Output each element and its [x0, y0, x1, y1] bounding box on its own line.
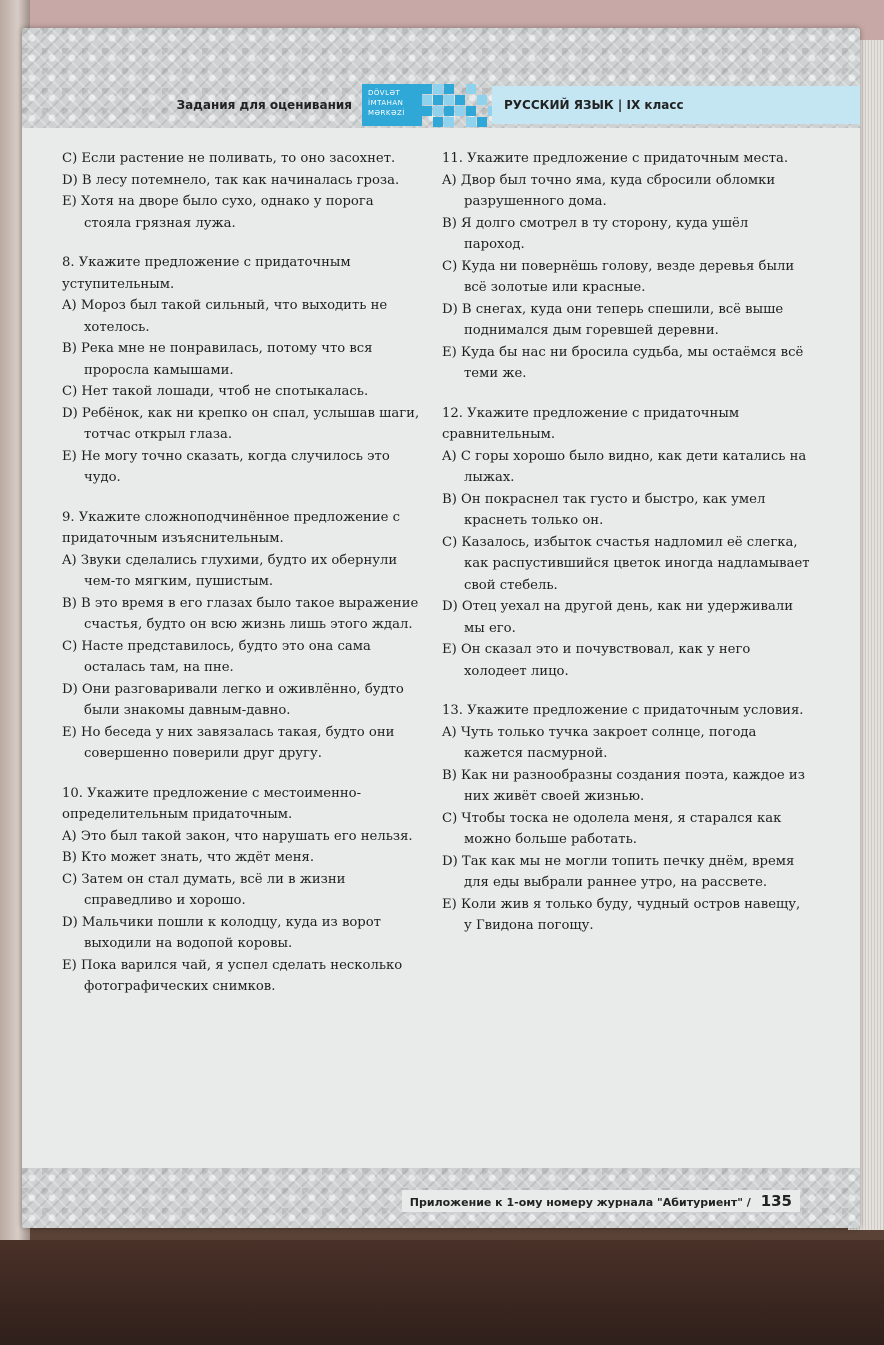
book-page: [22, 28, 860, 1228]
option: A) Это был такой закон, что нарушать его нельзя.: [62, 828, 413, 844]
option: E) Коли жив я только буду, чудный остров навещу, у Гвидона погощу.: [442, 896, 801, 933]
question-title: 12. Укажите предложение с придаточным сравнительным.: [442, 405, 740, 442]
option: E) Куда бы нас ни бросила судьба, мы остаёмся всё теми же.: [442, 344, 804, 381]
option: D) Ребёнок, как ни крепко он спал, услышав шаги, тотчас открыл глаза.: [62, 405, 420, 442]
section-title: Задания для оценивания: [176, 98, 352, 112]
option: B) Кто может знать, что ждёт меня.: [62, 850, 315, 865]
option: E) Не могу точно сказать, когда случилось это чудо.: [62, 448, 390, 485]
option: D) Мальчики пошли к колодцу, куда из ворот выходили на водопой коровы.: [62, 914, 381, 951]
question-10: [62, 783, 422, 998]
page-number: 135: [760, 1192, 792, 1210]
option: E) Хотя на дворе было сухо, однако у порога стояла грязная лужа.: [62, 194, 374, 231]
option: E) Но беседа у них завязалась такая, будто они совершенно поверили друг другу.: [62, 724, 395, 761]
option: A) Чуть только тучка закроет солнце, погода кажется пасмурной.: [442, 724, 757, 761]
option: C) Казалось, избыток счастья надломил её слегка, как распустившийся цветок иногда надламывает свой стебель.: [442, 534, 810, 593]
option: D) Они разговаривали легко и оживлённо, будто были знакомы давным-давно.: [62, 681, 404, 718]
question-8: [62, 252, 422, 489]
option: B) В это время в его глазах было такое выражение счастья, будто он всю жизнь лишь этого ждал.: [62, 595, 419, 632]
question-title: 10. Укажите предложение с местоименно-определительным придаточным.: [62, 785, 362, 822]
question-title: 8. Укажите предложение с придаточным уступительным.: [62, 255, 351, 292]
question-9: [62, 507, 422, 765]
page-footer: [402, 1190, 800, 1212]
option: C) Куда ни повернёшь голову, везде деревья были всё золотые или красные.: [442, 258, 795, 295]
table-surface: [0, 1240, 884, 1345]
subject-title: РУССКИЙ ЯЗЫК | IX класс: [492, 86, 860, 124]
option: E) Пока варился чай, я успел сделать несколько фотографических снимков.: [62, 957, 403, 994]
option: A) Звуки сделались глухими, будто их обернули чем-то мягким, пушистым.: [62, 552, 398, 589]
question-title: 11. Укажите предложение с придаточным места.: [442, 151, 789, 166]
right-column: [442, 148, 812, 955]
option: A) Мороз был такой сильный, что выходить не хотелось.: [62, 298, 388, 335]
footer-text: Приложение к 1-ому номеру журнала "Абитуриент" /: [409, 1196, 751, 1209]
question-7-tail: [62, 148, 422, 234]
option: C) Насте представилось, будто это она сама осталась там, на пне.: [62, 638, 371, 675]
option: C) Чтобы тоска не одолела меня, я старался как можно больше работать.: [442, 810, 782, 847]
option: A) С горы хорошо было видно, как дети катались на лыжах.: [442, 448, 807, 485]
option: C) Нет такой лошади, чтоб не спотыкалась.: [62, 384, 369, 399]
question-13: [442, 700, 812, 937]
dim-logo: DÖVLƏT İMTAHAN MƏRKƏZİ: [362, 84, 422, 126]
option: D) В лесу потемнело, так как начиналась гроза.: [62, 172, 400, 188]
option: E) Он сказал это и почувствовал, как у него холодеет лицо.: [442, 642, 751, 679]
left-column: [62, 148, 422, 1016]
question-title: 13. Укажите предложение с придаточным условия.: [442, 703, 804, 718]
option: B) Как ни разнообразны создания поэта, каждое из них живёт своей жизнью.: [442, 767, 805, 804]
option: B) Я долго смотрел в ту сторону, куда ушёл пароход.: [442, 215, 749, 252]
option: A) Двор был точно яма, куда сбросили обломки разрушенного дома.: [442, 172, 776, 209]
option: D) Так как мы не могли топить печку днём, время для еды выбрали раннее утро, на рассвете.: [442, 853, 795, 890]
question-title: 9. Укажите сложноподчинённое предложение с придаточным изъяснительным.: [62, 509, 401, 546]
option: D) Отец уехал на другой день, как ни удерживали мы его.: [442, 599, 794, 636]
question-11: [442, 148, 812, 385]
question-12: [442, 403, 812, 683]
page-header: [172, 80, 860, 130]
option: B) Река мне не понравилась, потому что вся проросла камышами.: [62, 341, 373, 378]
option: D) В снегах, куда они теперь спешили, всё выше поднимался дым горевшей деревни.: [442, 301, 784, 338]
option: C) Если растение не поливать, то оно засохнет.: [62, 151, 396, 166]
option: C) Затем он стал думать, всё ли в жизни справедливо и хорошо.: [62, 871, 346, 908]
option: B) Он покраснел так густо и быстро, как умел краснеть только он.: [442, 491, 766, 528]
pixel-decoration-icon: [422, 84, 492, 126]
